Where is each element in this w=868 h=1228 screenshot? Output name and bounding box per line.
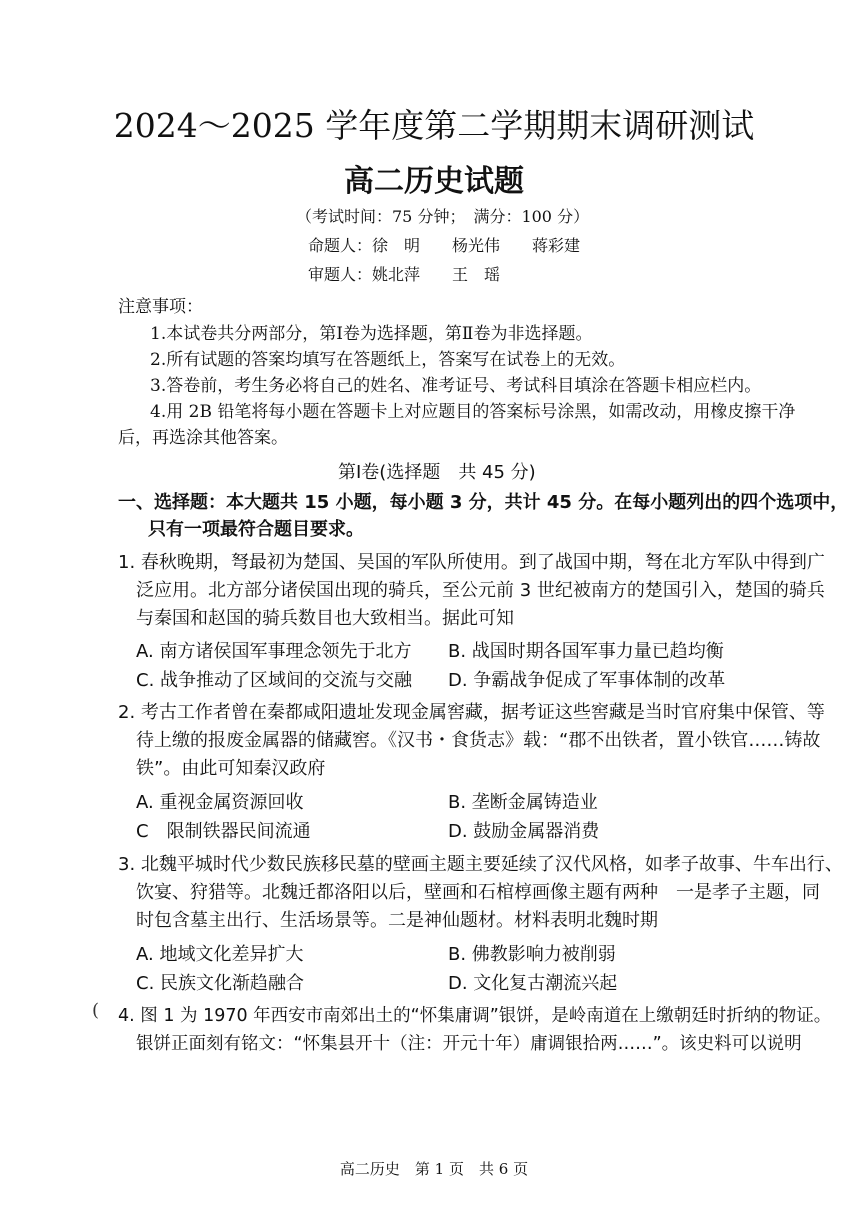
question-2-option-b: B. 垄断金属铸造业 [448,792,598,813]
exam-subtitle: 高二历史试题 [344,164,524,199]
question-1-option-b: B. 战国时期各国军事力量已趋均衡 [448,641,724,662]
note-item: 4.用 2B 铅笔将每小题在答题卡上对应题目的答案标号涂黑，如需改动，用橡皮擦干净 [150,402,796,422]
note-item: 1.本试卷共分两部分，第Ⅰ卷为选择题，第Ⅱ卷为非选择题。 [150,324,593,344]
question-1-line: 泛应用。北方部分诸侯国出现的骑兵，至公元前 3 世纪被南方的楚国引入，楚国的骑兵 [136,580,825,601]
note-item: 后，再选涂其他答案。 [118,428,288,448]
question-4-line: 银饼正面刻有铭文：“怀集县开十（注：开元十年）庸调银拾两……”。该史料可以说明 [136,1034,802,1054]
question-2-option-a: A. 重视金属资源回收 [136,792,304,813]
page-footer: 高二历史 第 1 页 共 6 页 [339,1160,529,1178]
question-3-option-d: D. 文化复古潮流兴起 [448,973,618,994]
question-4-line: 4. 图 1 为 1970 年西安市南郊出土的“怀集庸调”银饼，是岭南道在上缴朝廷时折纳的物证。 [118,1006,832,1026]
question-3-line: 3. 北魏平城时代少数民族移民墓的壁画主题主要延续了汉代风格，如孝子故事、牛车出行、 [118,854,843,875]
question-1-option-a: A. 南方诸侯国军事理念领先于北方 [136,641,412,662]
question-1-line: 1. 春秋晚期，弩最初为楚国、吴国的军队所使用。到了战国中期，弩在北方军队中得到广 [118,552,825,573]
question-2-line: 2. 考古工作者曾在秦都咸阳遗址发现金属窖藏，据考证这些窖藏是当时官府集中保管、等 [118,702,825,723]
note-item: 2.所有试题的答案均填写在答题纸上，答案写在试卷上的无效。 [150,350,626,370]
question-3-line: 时包含墓主出行、生活场景等。二是神仙题材。材料表明北魏时期 [136,910,658,931]
question-setters: 命题人：徐 明 杨光伟 蒋彩建 [308,236,581,255]
question-3-option-b: B. 佛教影响力被削弱 [448,944,616,965]
question-reviewers: 审题人：姚北萍 王 瑶 [308,265,501,284]
question-3-option-c: C. 民族文化渐趋融合 [136,973,305,994]
question-3-option-a: A. 地域文化差异扩大 [136,944,304,965]
question-1-line: 与秦国和赵国的骑兵数目也大致相当。据此可知 [136,608,514,629]
question-2-line: 待上缴的报废金属器的储藏窖。《汉书・食货志》载：“郡不出铁者，置小铁官……铸故 [136,730,821,751]
question-3-line: 饮宴、狩猎等。北魏迁都洛阳以后，壁画和石棺椁画像主题有两种 一是孝子主题，同 [136,882,820,903]
question-2-option-d: D. 鼓励金属器消费 [448,821,600,842]
exam-title: 2024～2025 学年度第二学期期末调研测试 [113,106,755,145]
section-instruction: 一、选择题：本大题共 15 小题，每小题 3 分，共计 45 分。在每小题列出的四个选项中， [118,492,849,513]
margin-mark: ( [92,1000,100,1021]
note-item: 3.答卷前，考生务必将自己的姓名、准考证号、考试科目填涂在答题卡相应栏内。 [150,376,762,396]
section-instruction: 只有一项最符合题目要求。 [148,519,364,540]
question-1-option-c: C. 战争推动了区域间的交流与交融 [136,670,413,691]
question-2-line: 铁”。由此可知秦汉政府 [136,758,326,779]
question-1-option-d: D. 争霸战争促成了军事体制的改革 [448,670,726,691]
notes-heading: 注意事项： [118,297,203,317]
exam-info: （考试时间：75 分钟； 满分：100 分） [296,207,590,226]
question-2-option-c: C 限制铁器民间流通 [136,821,311,842]
section-title: 第Ⅰ卷(选择题 共 45 分) [338,462,536,483]
